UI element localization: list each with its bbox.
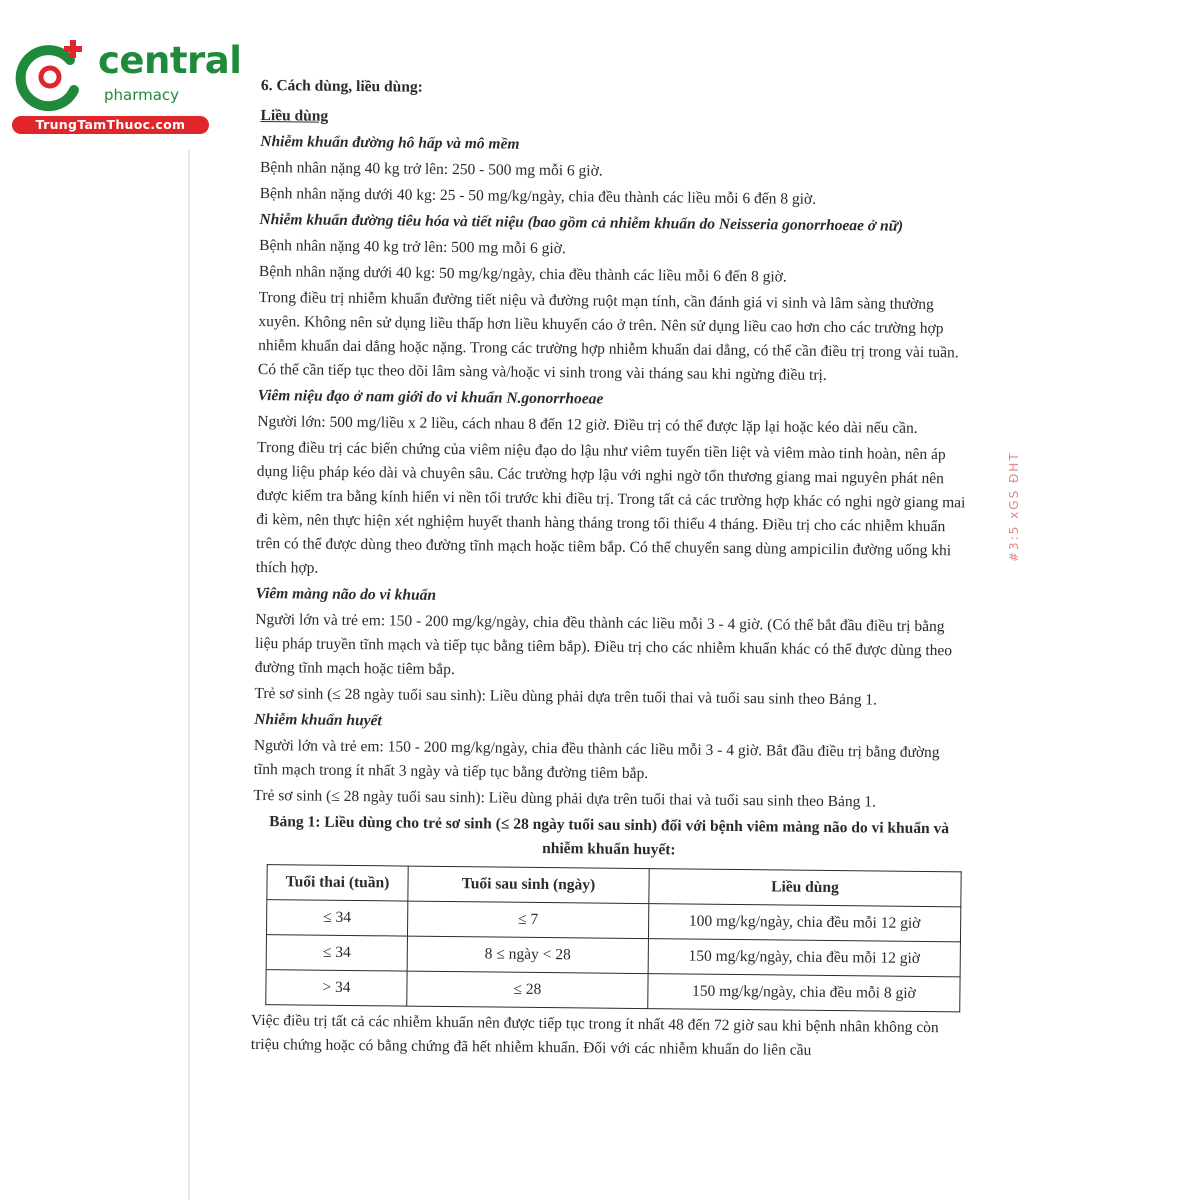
table-cell: 100 mg/kg/ngày, chia đều mỗi 12 giờ	[648, 904, 960, 942]
pharmacy-cross-icon	[12, 38, 90, 116]
paragraph: Trong điều trị nhiễm khuẩn đường tiết niệu và đường ruột mạn tính, cần đánh giá vi sinh và lâm sàng thường xuyên. Không nên sử dụng liều thấp hơn liều khuyến cáo ở trên. Nên sử dụng liều cao hơn cho các trường hợp nhiễm khuẩn dai dẳng hoặc nặng. Trong các trường hợp nhiễm khuẩn dai dẳng, có thể cần điều trị trong vài tuần. Có thể cần tiếp tục theo dõi lâm sàng và/hoặc vi sinh trong vài tháng sau khi ngừng điều trị.	[257, 288, 959, 384]
paragraph: Trẻ sơ sinh (≤ 28 ngày tuổi sau sinh): Liều dùng phải dựa trên tuổi thai và tuổi sau sinh theo Bảng 1.	[253, 786, 877, 811]
paragraph: Bệnh nhân nặng 40 kg trở lên: 250 - 500 mg mỗi 6 giờ.	[259, 158, 603, 180]
table-cell: > 34	[266, 970, 407, 1006]
column-header: Tuổi thai (tuần)	[267, 865, 408, 901]
paragraph: Bệnh nhân nặng 40 kg trở lên: 500 mg mỗi 6 giờ.	[259, 236, 566, 258]
table-cell: ≤ 28	[407, 971, 648, 1009]
brand-site-banner: TrungTamThuoc.com	[12, 116, 209, 134]
paragraph: Người lớn và trẻ em: 150 - 200 mg/kg/ngày, chia đều thành các liều mỗi 3 - 4 giờ. Bắt đầu điều trị bằng đường tĩnh mạch trong ít nhất 3 ngày và tiếp tục bằng đường tiêm bắp.	[253, 736, 940, 783]
table-cell: 150 mg/kg/ngày, chia đều mỗi 8 giờ	[648, 974, 960, 1012]
scan-edge-line	[188, 150, 190, 1200]
heading-meningitis: Viêm màng não do vi khuẩn	[255, 584, 437, 604]
table-cell: 150 mg/kg/ngày, chia đều mỗi 12 giờ	[648, 939, 960, 977]
paragraph: Trẻ sơ sinh (≤ 28 ngày tuổi sau sinh): Liều dùng phải dựa trên tuổi thai và tuổi sau sinh theo Bảng 1.	[254, 684, 878, 709]
paragraph: Người lớn và trẻ em: 150 - 200 mg/kg/ngày, chia đều thành các liều mỗi 3 - 4 giờ. (Có thể bắt đầu điều trị bằng liệu pháp truyền tĩnh mạch và tiếp tục bằng tiêm bắp). Điều trị cho các nhiễm khuẩn khác có thể được dùng theo đường tĩnh mạch hoặc tiêm bắp.	[254, 610, 953, 679]
table-cell: 8 ≤ ngày < 28	[407, 936, 648, 974]
paragraph: Trong điều trị các biến chứng của viêm niệu đạo do lậu như viêm tuyến tiền liệt và viêm mào tinh hoàn, nên áp dụng liệu pháp kéo dài và chuyên sâu. Các trường hợp lậu với nghi ngờ tổn thương giang mai nguyên phát nên được kiểm tra bằng kính hiển vi nền tối trước khi điều trị. Trong tất cả các trường hợp khác có nghi ngờ giang mai đi kèm, nên thực hiện xét nghiệm huyết thanh hàng tháng trong tối thiểu 4 tháng. Điều trị cho các nhiễm khuẩn trên có thể được dùng theo đường tĩnh mạch hoặc tiêm bắp. Có thể chuyển sang dùng ampicilin đường uống khi thích hợp.	[255, 438, 966, 577]
table-cell: ≤ 34	[266, 900, 407, 936]
brand-logo[interactable]	[12, 38, 242, 138]
paragraph: Bệnh nhân nặng dưới 40 kg: 50 mg/kg/ngày, chia đều thành các liều mỗi 6 đến 8 giờ.	[258, 262, 787, 286]
table-row	[266, 970, 960, 1012]
side-stamp: #3:5 xGS ĐHT	[1007, 451, 1021, 562]
dosage-heading: Liều dùng	[260, 106, 329, 125]
table-cell: ≤ 7	[407, 901, 648, 939]
paragraph: Người lớn: 500 mg/liều x 2 liều, cách nhau 8 đến 12 giờ. Điều trị có thể được lặp lại hoặc kéo dài nếu cần.	[257, 412, 918, 437]
neonatal-dosage-table	[265, 864, 961, 1012]
brand-subtitle: pharmacy	[104, 86, 180, 104]
document-body	[251, 74, 973, 1066]
heading-gonorrhoeae: Viêm niệu đạo ở nam giới do vi khuẩn N.gonorrhoeae	[257, 386, 604, 408]
brand-name: central	[98, 39, 242, 82]
closing-paragraph: Việc điều trị tất cả các nhiễm khuẩn nên được tiếp tục trong ít nhất 48 đến 72 giờ sau khi bệnh nhân không còn triệu chứng hoặc có bằng chứng đã hết nhiễm khuẩn. Đối với các nhiễm khuẩn do liên cầu	[250, 1011, 939, 1059]
paragraph: Bệnh nhân nặng dưới 40 kg: 25 - 50 mg/kg/ngày, chia đều thành các liều mỗi 6 đến 8 giờ.	[259, 184, 817, 208]
column-header: Tuổi sau sinh (ngày)	[408, 866, 649, 904]
heading-gi-urinary: Nhiễm khuẩn đường tiêu hóa và tiết niệu (bao gồm cả nhiễm khuẩn do Neisseria gonorrhoeae ở nữ)	[259, 210, 904, 235]
section-title: 6. Cách dùng, liều dùng:	[260, 76, 423, 96]
table-caption: Bảng 1: Liều dùng cho trẻ sơ sinh (≤ 28 ngày tuổi sau sinh) đối với bệnh viêm màng não do vi khuẩn và nhiễm khuẩn huyết:	[269, 813, 950, 859]
heading-sepsis: Nhiễm khuẩn huyết	[254, 710, 382, 730]
table-cell: ≤ 34	[266, 935, 407, 971]
column-header: Liều dùng	[649, 869, 961, 907]
heading-respiratory: Nhiễm khuẩn đường hô hấp và mô mềm	[260, 132, 520, 153]
